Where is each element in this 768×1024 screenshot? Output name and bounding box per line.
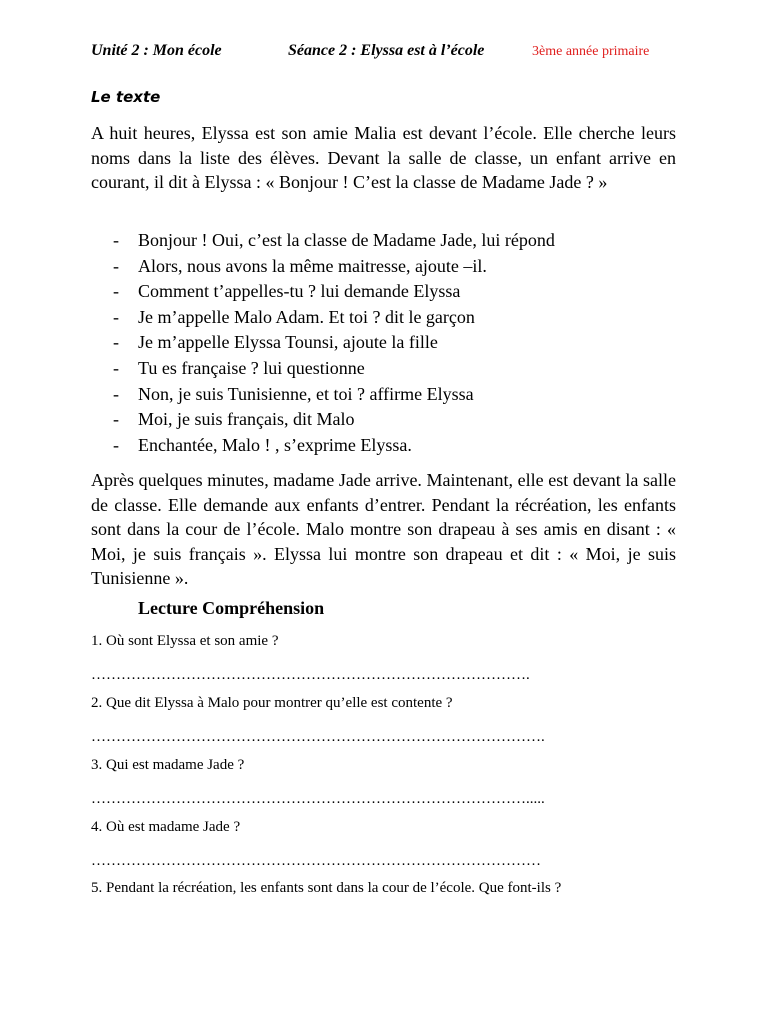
question-3: 3. Qui est madame Jade ? (91, 757, 245, 773)
answer-line-3[interactable]: ……………………………………………………………………………..... (91, 791, 545, 807)
dialogue-line (91, 433, 676, 459)
dialogue-text: Alors, nous avons la même maitresse, ajoute –il. (138, 255, 487, 276)
dialogue-dash: - (113, 332, 119, 353)
dialogue-dash: - (113, 255, 119, 276)
dialogue-line (91, 407, 676, 433)
dialogue-text: Tu es française ? lui questionne (138, 357, 365, 378)
question-2: 2. Que dit Elyssa à Malo pour montrer qu’elle est contente ? (91, 695, 453, 711)
dialogue-dash: - (113, 230, 119, 250)
dialogue-dash: - (113, 409, 119, 430)
page-header (91, 42, 691, 64)
dialogue-line (91, 356, 676, 382)
dialogue-dash: - (113, 357, 119, 378)
dialogue-dash: - (113, 281, 119, 302)
dialogue-dash: - (113, 383, 119, 404)
dialogue-line (91, 254, 676, 280)
story-paragraph-2: Après quelques minutes, madame Jade arrive. Maintenant, elle est devant la salle de classe. Elle demande aux enfants d’entrer. Pendant la récréation, les enfants sont dans la cour de l’école. Malo montre son drapeau à ses amis en disant : « Moi, je suis français ». Elyssa lui montre son drapeau et dit : « Moi, je suis Tunisienne ». (91, 470, 676, 588)
question-1: 1. Où sont Elyssa et son amie ? (91, 633, 279, 649)
dialogue-text: Comment t’appelles-tu ? lui demande Elyssa (138, 281, 461, 302)
section-title: Le texte (91, 88, 161, 106)
dialogue-text: Non, je suis Tunisienne, et toi ? affirme Elyssa (138, 383, 474, 404)
dialogue-line (91, 228, 676, 254)
dialogue-text: Bonjour ! Oui, c’est la classe de Madame Jade, lui répond (138, 230, 555, 250)
dialogue-text: Moi, je suis français, dit Malo (138, 409, 355, 430)
comprehension-title: Lecture Compréhension (138, 598, 325, 618)
answer-line-4[interactable]: ……………………………………………………………………………… (91, 853, 541, 869)
answer-line-2[interactable]: ………………………………………………………………………………. (91, 729, 545, 745)
question-4: 4. Où est madame Jade ? (91, 819, 241, 835)
unit-title: Unité 2 : Mon école (91, 42, 222, 59)
dialogue-dash: - (113, 434, 119, 455)
dialogue-line (91, 382, 676, 408)
dialogue-text: Je m’appelle Elyssa Tounsi, ajoute la fille (138, 332, 438, 353)
question-5: 5. Pendant la récréation, les enfants sont dans la cour de l’école. Que font-ils ? (91, 880, 562, 896)
dialogue-line (91, 330, 676, 356)
dialogue-line (91, 305, 676, 331)
story-paragraph-1: A huit heures, Elyssa est son amie Malia est devant l’école. Elle cherche leurs noms dans la liste des élèves. Devant la salle de classe, un enfant arrive en courant, il dit à Elyssa : « Bonjour ! C’est la classe de Madame Jade ? » (91, 123, 676, 192)
dialogue-text: Enchantée, Malo ! , s’exprime Elyssa. (138, 434, 412, 455)
dialogue-list (91, 228, 676, 458)
answer-line-1[interactable]: ……………………………………………………………………………. (91, 667, 530, 683)
dialogue-line (91, 279, 676, 305)
dialogue-dash: - (113, 306, 119, 327)
seance-title: Séance 2 : Elyssa est à l’école (288, 42, 485, 59)
dialogue-text: Je m’appelle Malo Adam. Et toi ? dit le garçon (138, 306, 475, 327)
grade-level: 3ème année primaire (532, 44, 650, 59)
